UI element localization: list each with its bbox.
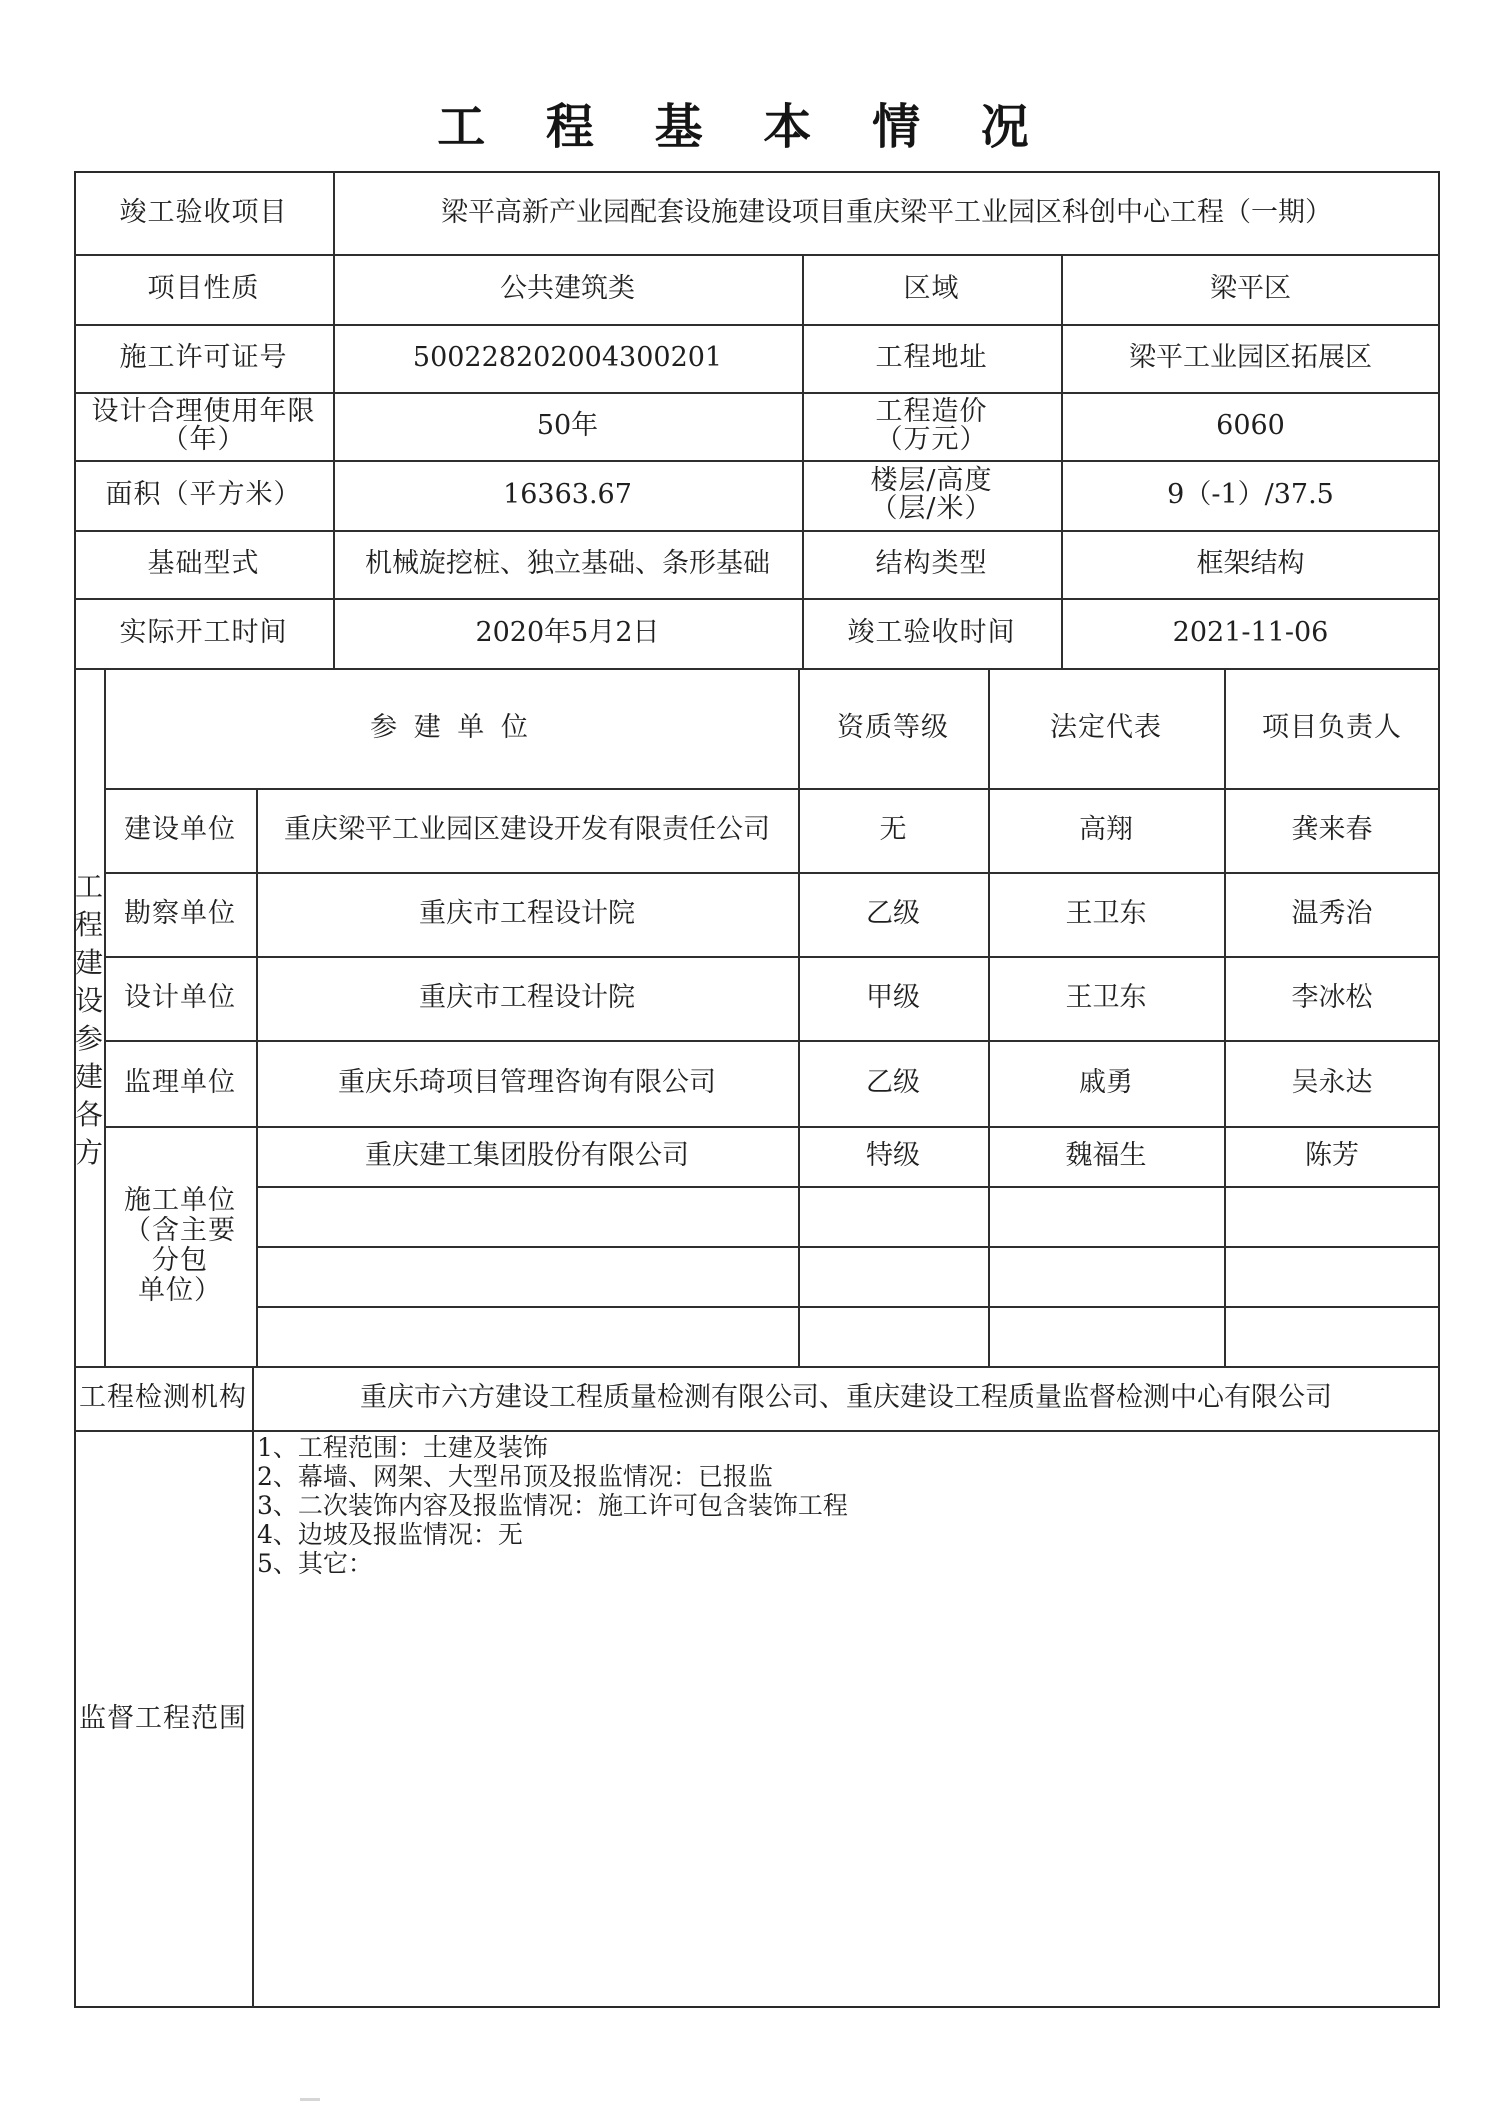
side-char: 建 — [74, 1060, 103, 1093]
start-date-value: 2020年5月2日 — [475, 617, 660, 648]
construction-qualification — [798, 1246, 988, 1306]
construction-legal-rep: 魏福生 — [1065, 1140, 1147, 1171]
cost-value: 6060 — [1216, 410, 1285, 441]
region-value: 梁平区 — [1210, 273, 1291, 304]
side-char: 各 — [74, 1098, 103, 1131]
construction-name: 重庆建工集团股份有限公司 — [365, 1140, 689, 1171]
side-char: 参 — [74, 1022, 103, 1055]
supervision-scope-list — [257, 1433, 1437, 1578]
list-item: 1、工程范围：土建及装饰 — [257, 1433, 548, 1462]
parties-header-unit: 参 建 单 位 — [370, 712, 532, 743]
side-char: 建 — [74, 946, 103, 979]
list-item: 3、二次装饰内容及报监情况：施工许可包含装饰工程 — [257, 1491, 848, 1520]
nature-value: 公共建筑类 — [500, 273, 635, 304]
construction-role-label — [104, 1126, 256, 1366]
party-name: 重庆乐琦项目管理咨询有限公司 — [338, 1067, 716, 1098]
design-life-label — [74, 392, 333, 460]
list-item: 5、其它： — [257, 1549, 373, 1578]
construction-name — [256, 1186, 798, 1246]
construction-manager — [1224, 1186, 1440, 1246]
party-name: 重庆市工程设计院 — [419, 982, 635, 1013]
structure-label: 结构类型 — [875, 548, 988, 579]
scan-mark — [300, 2098, 320, 2101]
construction-legal-rep — [988, 1306, 1224, 1366]
start-date-label: 实际开工时间 — [119, 617, 288, 648]
nature-label: 项目性质 — [147, 273, 260, 304]
divider — [252, 1366, 254, 2008]
construction-name — [256, 1246, 798, 1306]
cost-label-line2: （万元） — [875, 424, 988, 455]
design-life-label-line2: （年） — [161, 424, 246, 455]
construction-role-line: （含主要 — [124, 1215, 236, 1246]
party-legal-rep: 王卫东 — [1065, 898, 1147, 929]
construction-role-line: 单位） — [138, 1275, 222, 1306]
construction-manager: 陈芳 — [1305, 1140, 1359, 1171]
completion-date-value: 2021-11-06 — [1172, 617, 1329, 648]
party-qualification: 乙级 — [866, 1067, 920, 1098]
party-legal-rep: 高翔 — [1079, 814, 1133, 845]
floors-value: 9（-1）/37.5 — [1167, 479, 1334, 510]
party-legal-rep: 王卫东 — [1065, 982, 1147, 1013]
construction-qualification — [798, 1186, 988, 1246]
testing-value: 重庆市六方建设工程质量检测有限公司、重庆建设工程质量监督检测中心有限公司 — [360, 1382, 1332, 1413]
floors-label-line1: 楼层/高度 — [870, 465, 993, 496]
cost-label-line1: 工程造价 — [875, 396, 988, 427]
permit-label: 施工许可证号 — [119, 342, 288, 373]
construction-qualification: 特级 — [866, 1140, 920, 1171]
design-life-label-line1: 设计合理使用年限 — [91, 396, 316, 427]
table-row: 设计单位 — [124, 982, 236, 1013]
supervision-label: 监督工程范围 — [79, 1703, 247, 1734]
floors-label — [802, 460, 1061, 530]
table-row: 监理单位 — [124, 1067, 236, 1098]
area-value: 16363.67 — [503, 479, 632, 510]
foundation-label: 基础型式 — [147, 548, 260, 579]
cost-label — [802, 392, 1061, 460]
table-row: 勘察单位 — [124, 898, 236, 929]
party-qualification: 无 — [879, 814, 907, 845]
page-title: 工 程 基 本 情 况 — [437, 99, 1051, 155]
side-char: 设 — [74, 984, 103, 1017]
address-label: 工程地址 — [875, 342, 988, 373]
construction-legal-rep — [988, 1246, 1224, 1306]
party-manager: 李冰松 — [1291, 982, 1373, 1013]
construction-qualification — [798, 1306, 988, 1366]
construction-manager — [1224, 1246, 1440, 1306]
completion-date-label: 竣工验收时间 — [847, 617, 1016, 648]
party-manager: 龚来春 — [1291, 814, 1373, 845]
parties-side-label — [74, 840, 104, 1200]
party-manager: 温秀治 — [1291, 898, 1373, 929]
list-item: 2、幕墙、网架、大型吊顶及报监情况：已报监 — [257, 1462, 773, 1491]
construction-name — [256, 1306, 798, 1366]
project-value: 梁平高新产业园配套设施建设项目重庆梁平工业园区科创中心工程（一期） — [441, 196, 1332, 228]
divider — [74, 1430, 1440, 1432]
party-legal-rep: 戚勇 — [1079, 1067, 1133, 1098]
region-label: 区域 — [903, 273, 960, 304]
list-item: 4、边坡及报监情况：无 — [257, 1520, 523, 1549]
project-label: 竣工验收项目 — [119, 196, 288, 228]
structure-value: 框架结构 — [1196, 548, 1305, 579]
party-name: 重庆市工程设计院 — [419, 898, 635, 929]
party-manager: 吴永达 — [1291, 1067, 1373, 1098]
parties-header-manager: 项目负责人 — [1262, 712, 1402, 743]
construction-manager — [1224, 1306, 1440, 1366]
party-qualification: 乙级 — [866, 898, 920, 929]
side-char: 工 — [74, 870, 103, 903]
construction-role-line: 施工单位 — [124, 1185, 236, 1216]
address-value: 梁平工业园区拓展区 — [1129, 342, 1372, 373]
parties-header-qualification: 资质等级 — [837, 712, 949, 743]
design-life-value: 50年 — [536, 410, 599, 441]
floors-label-line2: （层/米） — [870, 493, 993, 524]
area-label: 面积（平方米） — [105, 479, 302, 510]
testing-label: 工程检测机构 — [79, 1382, 247, 1413]
foundation-value: 机械旋挖桩、独立基础、条形基础 — [365, 548, 770, 579]
construction-legal-rep — [988, 1186, 1224, 1246]
side-char: 方 — [74, 1136, 103, 1169]
construction-role-line: 分包 — [152, 1245, 208, 1276]
side-char: 程 — [74, 908, 103, 941]
party-qualification: 甲级 — [866, 982, 920, 1013]
permit-value: 500228202004300201 — [412, 342, 723, 373]
party-name: 重庆梁平工业园区建设开发有限责任公司 — [284, 814, 770, 845]
parties-header-legal-rep: 法定代表 — [1050, 712, 1162, 743]
table-row: 建设单位 — [124, 814, 236, 845]
